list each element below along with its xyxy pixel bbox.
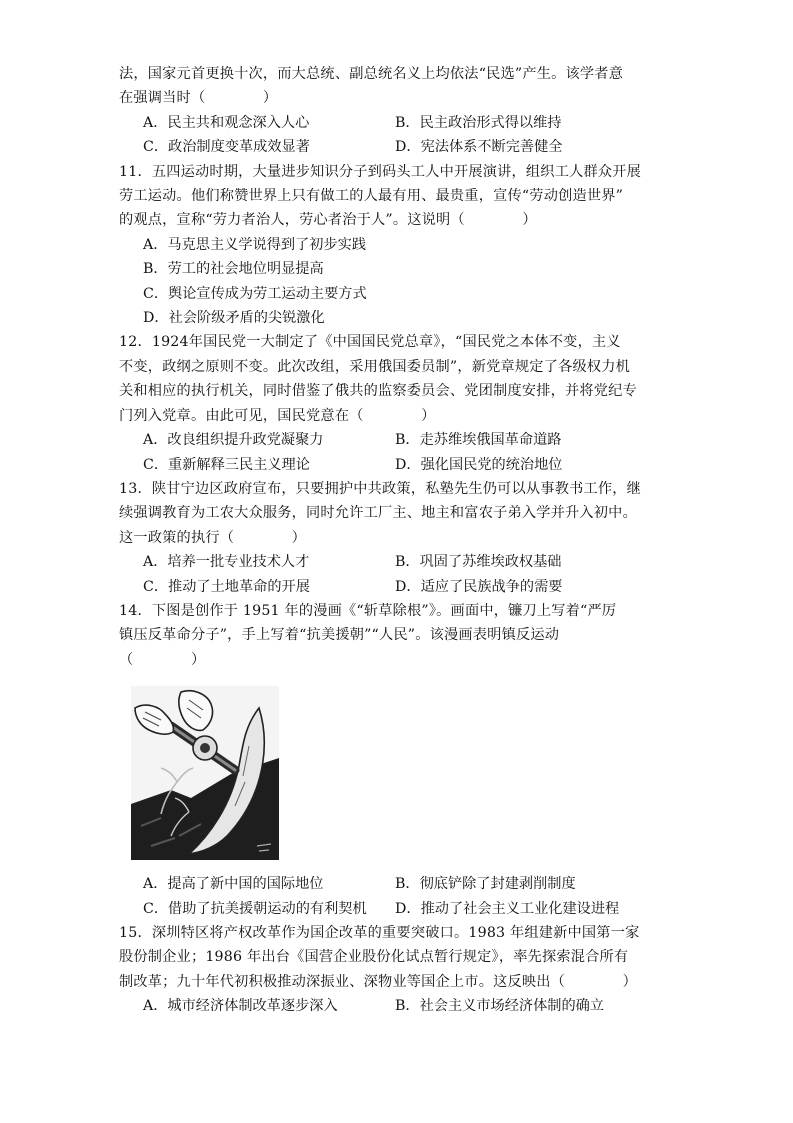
option-c[interactable]: C．重新解释三民主义理论 bbox=[143, 456, 310, 473]
question-text-line: 法，国家元首更换十次，而大总统、副总统名义上均依法“民选”产生。该学者意 bbox=[119, 66, 624, 82]
option-a[interactable]: A．民主共和观念深入人心 bbox=[143, 114, 310, 131]
question-12 bbox=[119, 330, 679, 476]
option-c[interactable]: C．舆论宣传成为劳工运动主要方式 bbox=[143, 285, 367, 302]
option-c[interactable]: C．政治制度变革成效显著 bbox=[143, 139, 310, 156]
options-row bbox=[119, 453, 679, 477]
question-10 bbox=[119, 62, 679, 160]
question-text-line: 续强调教育为工农大众服务，同时允许工厂主、地主和富农子弟入学并升入初中。 bbox=[119, 505, 637, 522]
options-row bbox=[119, 550, 679, 574]
question-text-line: 这一政策的执行（ ） bbox=[119, 529, 307, 546]
question-text-line: 的观点，宣称“劳力者治人，劳心者治于人”。这说明（ ） bbox=[119, 212, 537, 229]
option-b[interactable]: B．社会主义市场经济体制的确立 bbox=[395, 998, 605, 1015]
option-c[interactable]: C．推动了土地革命的开展 bbox=[143, 578, 310, 595]
option-d[interactable]: D．推动了社会主义工业化建设进程 bbox=[395, 900, 620, 917]
option-b[interactable]: B．彻底铲除了封建剥削制度 bbox=[395, 876, 576, 893]
question-text-line: 镇压反革命分子”，手上写着“抗美援朝”“人民”。该漫画表明镇反运动 bbox=[119, 627, 560, 644]
question-text-line: 股份制企业；1986 年出台《国营企业股份化试点暂行规定》，率先探索混合所有 bbox=[119, 949, 629, 966]
question-text-line: 13．陕甘宁边区政府宣布，只要拥护中共政策，私塾先生仍可以从事教书工作，继 bbox=[119, 480, 642, 497]
question-15 bbox=[119, 921, 679, 1019]
question-text-line: （ ） bbox=[119, 651, 206, 668]
option-b[interactable]: B．民主政治形式得以维持 bbox=[395, 114, 562, 131]
option-a[interactable]: A．培养一批专业技术人才 bbox=[143, 554, 310, 571]
option-a[interactable]: A．马克思主义学说得到了初步实践 bbox=[143, 236, 367, 253]
option-b[interactable]: B．巩固了苏维埃政权基础 bbox=[395, 554, 562, 571]
option-d[interactable]: D．强化国民党的统治地位 bbox=[395, 456, 563, 473]
cartoon-image bbox=[131, 686, 279, 860]
option-d[interactable]: D．适应了民族战争的需要 bbox=[395, 578, 563, 595]
options-row bbox=[119, 428, 679, 452]
options-row bbox=[119, 111, 679, 135]
question-text-line: 劳工运动。他们称赞世界上只有做工的人最有用、最贵重，宣传“劳动创造世界” bbox=[119, 188, 624, 205]
question-text-line: 在强调当时（ ） bbox=[119, 90, 278, 107]
option-b[interactable]: B．走苏维埃俄国革命道路 bbox=[395, 432, 562, 449]
cartoon-illustration bbox=[131, 686, 279, 860]
question-14 bbox=[119, 599, 679, 921]
options-row bbox=[119, 994, 679, 1018]
options-row bbox=[119, 575, 679, 599]
option-d[interactable]: D．宪法体系不断完善健全 bbox=[395, 139, 563, 156]
question-11 bbox=[119, 160, 679, 331]
question-text-line: 制改革；九十年代初积极推动深振业、深物业等国企上市。这反映出（ ） bbox=[119, 973, 637, 990]
option-a[interactable]: A．城市经济体制改革逐步深入 bbox=[143, 998, 338, 1015]
option-a[interactable]: A．提高了新中国的国际地位 bbox=[143, 876, 324, 893]
options-row bbox=[119, 872, 679, 896]
option-a[interactable]: A．改良组织提升政党凝聚力 bbox=[143, 432, 324, 449]
option-b[interactable]: B．劳工的社会地位明显提高 bbox=[143, 261, 324, 278]
options-row bbox=[119, 897, 679, 921]
options-row bbox=[119, 135, 679, 159]
question-text-line: 不变，政纲之原则不变。此次改组，采用俄国委员制”，新党章规定了各级权力机 bbox=[119, 358, 631, 375]
question-text-line: 11．五四运动时期，大量进步知识分子到码头工人中开展演讲，组织工人群众开展 bbox=[119, 163, 642, 180]
question-text-line: 15．深圳特区将产权改革作为国企改革的重要突破口。1983 年组建新中国第一家 bbox=[119, 924, 640, 941]
question-text-line: 14．下图是创作于 1951 年的漫画《“斩草除根”》。画面中，镰刀上写着“严厉 bbox=[119, 602, 617, 619]
exam-page bbox=[119, 62, 679, 1019]
question-text-line: 关和相应的执行机关，同时借鉴了俄共的监察委员会、党团制度安排，并将党纪专 bbox=[119, 383, 637, 400]
option-d[interactable]: D．社会阶级矛盾的尖锐激化 bbox=[143, 310, 325, 327]
question-text-line: 12．1924年国民党一大制定了《中国国民党总章》，“国民党之本体不变，主义 bbox=[119, 334, 621, 351]
question-text-line: 门列入党章。由此可见，国民党意在（ ） bbox=[119, 407, 436, 424]
option-c[interactable]: C．借助了抗美援朝运动的有利契机 bbox=[143, 900, 367, 917]
question-13 bbox=[119, 477, 679, 599]
